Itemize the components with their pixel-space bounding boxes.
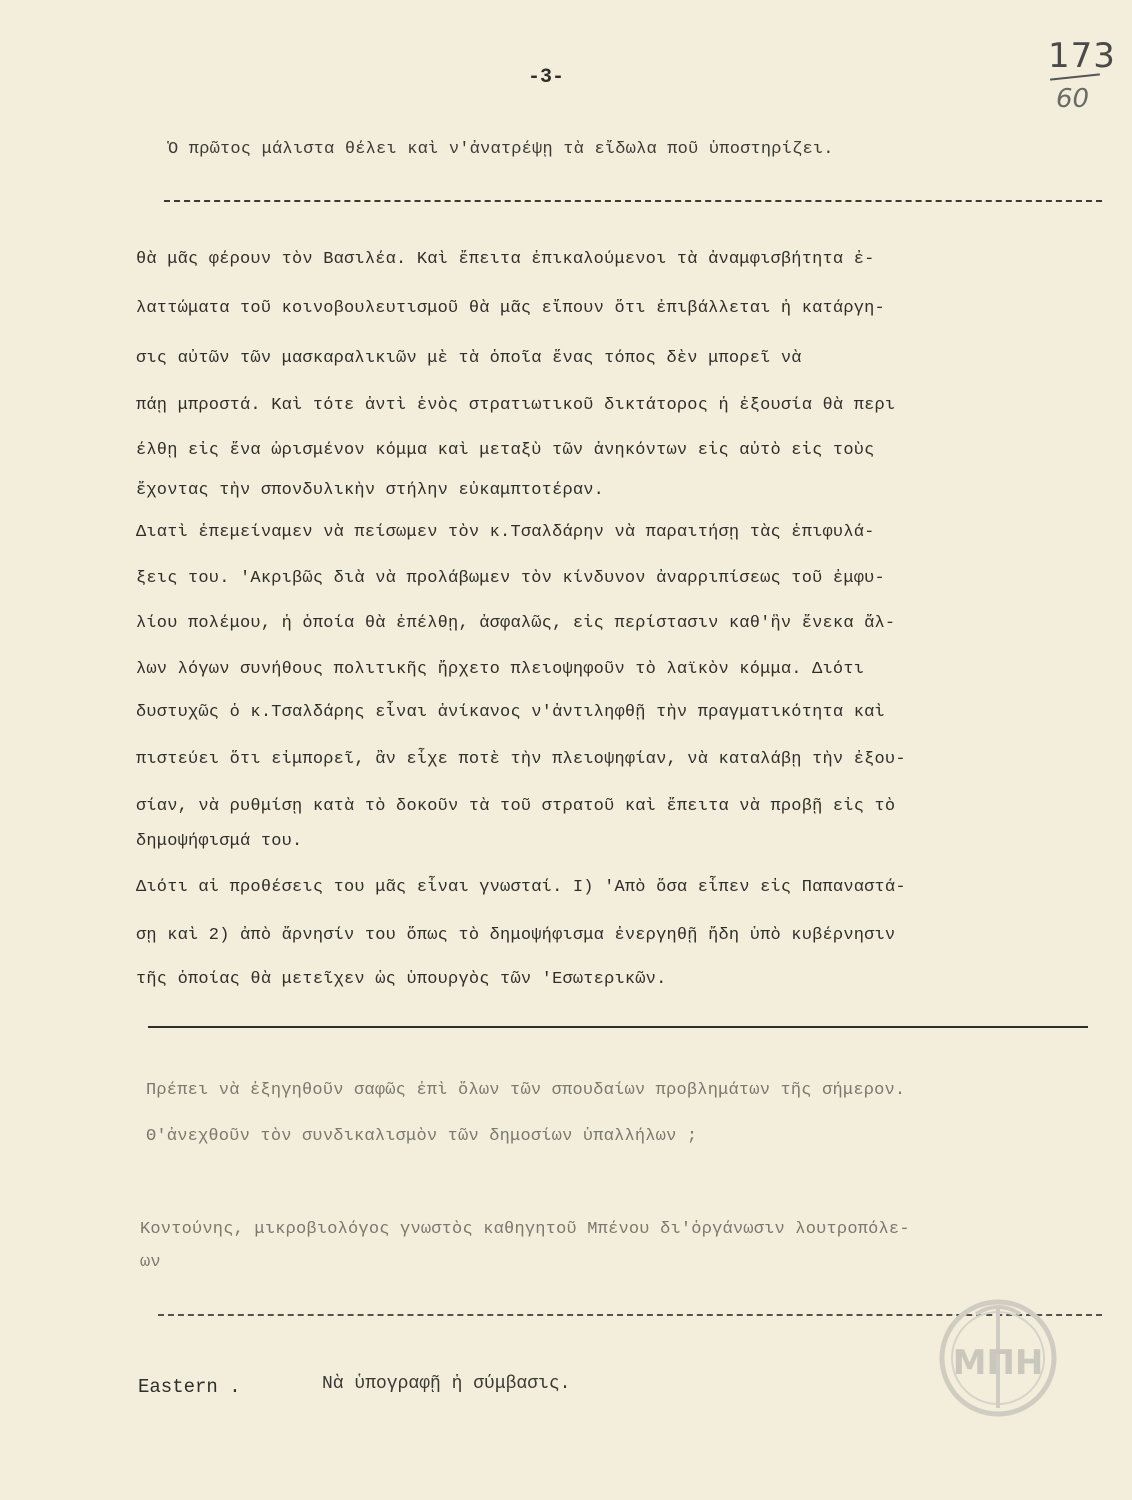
text-line: ἔχοντας τὴν σπονδυλικὴν στήλην εὐκαμπτοτέραν. (136, 481, 605, 500)
footer-text: Νὰ ὑπογραφῇ ἡ σύμβασις. (322, 1374, 571, 1394)
text-line: Διότι αἱ προθέσεις του μᾶς εἶναι γνωσταί. Ι) 'Απὸ ὅσα εἶπεν εἰς Παπαναστά- (136, 878, 906, 897)
text-line: πάῃ μπροστά. Καὶ τότε ἀντὶ ἑνὸς στρατιωτικοῦ δικτάτορος ἡ ἐξουσία θὰ περι (136, 396, 896, 415)
text-line: Πρέπει νὰ ἐξηγηθοῦν σαφῶς ἐπὶ ὅλων τῶν σπουδαίων προβλημάτων τῆς σήμερον. (146, 1081, 906, 1100)
text-line: λαττώματα τοῦ κοινοβουλευτισμοῦ θὰ μᾶς εἴπουν ὅτι ἐπιβάλλεται ἡ κατάργη- (136, 299, 885, 318)
text-line: πιστεύει ὅτι εἰμπορεῖ, ἂν εἶχε ποτὲ τὴν πλειοψηφίαν, νὰ καταλάβῃ τὴν ἐξου- (136, 750, 906, 769)
text-line: τῆς ὁποίας θὰ μετεῖχεν ὡς ὑπουργὸς τῶν 'Εσωτερικῶν. (136, 970, 667, 989)
text-line: Κοντούνης, μικροβιολόγος γνωστὸς καθηγητοῦ Μπένου δι'ὀργάνωσιν λουτροπόλε- (140, 1220, 910, 1239)
folio-number: 173 (1048, 36, 1116, 76)
text-line: ων (140, 1253, 161, 1272)
folio-sub-number: 60 (1056, 84, 1090, 114)
text-line: σις αὐτῶν τῶν μασκαραλικιῶν μὲ τὰ ὁποῖα ἕνας τόπος δὲν μπορεῖ νὰ (136, 349, 802, 368)
text-line: θὰ μᾶς φέρουν τὸν Βασιλέα. Καὶ ἔπειτα ἐπικαλούμενοι τὰ ἀναμφισβήτητα ἐ- (136, 250, 875, 269)
text-line: έλθῃ εἰς ἕνα ὡρισμένον κόμμα καὶ μεταξὺ τῶν ἀνηκόντων εἰς αὐτὸ εἰς τοὺς (136, 441, 875, 460)
text-line: Διατὶ ἐπεμείναμεν νὰ πείσωμεν τὸν κ.Τσαλδάρην νὰ παραιτήσῃ τὰς ἐπιφυλά- (136, 523, 875, 542)
section-divider (148, 1026, 1088, 1028)
text-line: Θ'ἀνεχθοῦν τὸν συνδικαλισμὸν τῶν δημοσίων ὑπαλλήλων ; (146, 1127, 698, 1146)
text-line: σίαν, νὰ ρυθμίσῃ κατὰ τὸ δοκοῦν τὰ τοῦ στρατοῦ καὶ ἔπειτα νὰ προβῇ εἰς τὸ (136, 797, 896, 816)
text-line: Ὁ πρῶτος μάλιστα θέλει καὶ ν'ἀνατρέψῃ τὰ εἴδωλα ποῦ ὑποστηρίζει. (168, 140, 834, 159)
text-line: λων λόγων συνήθους πολιτικῆς ἤρχετο πλειοψηφοῦν τὸ λαϊκὸν κόμμα. Διότι (136, 660, 865, 679)
text-line: λίου πολέμου, ἡ ὁποία θὰ ἐπέλθῃ, ἀσφαλῶς, εἰς περίστασιν καθ'ἣν ἕνεκα ἄλ- (136, 614, 896, 633)
archive-seal-icon (936, 1296, 1060, 1420)
text-line: ξεις του. 'Ακριβῶς διὰ νὰ προλάβωμεν τὸν κίνδυνον ἀναρριπίσεως τοῦ ἐμφυ- (136, 569, 885, 588)
footer-label: Eastern . (138, 1376, 241, 1398)
text-line: δημοψήφισμά του. (136, 832, 303, 851)
svg-text:ΜΠΗ: ΜΠΗ (952, 1343, 1044, 1383)
section-divider (164, 200, 1102, 202)
text-line: σῃ καὶ 2) ἀπὸ ἄρνησίν του ὅπως τὸ δημοψήφισμα ἐνεργηθῇ ἤδη ὑπὸ κυβέρνησιν (136, 926, 896, 945)
text-line: δυστυχῶς ὁ κ.Τσαλδάρης εἶναι ἀνίκανος ν'ἀντιληφθῇ τὴν πραγματικότητα καὶ (136, 703, 885, 722)
page-number: -3- (528, 66, 565, 89)
